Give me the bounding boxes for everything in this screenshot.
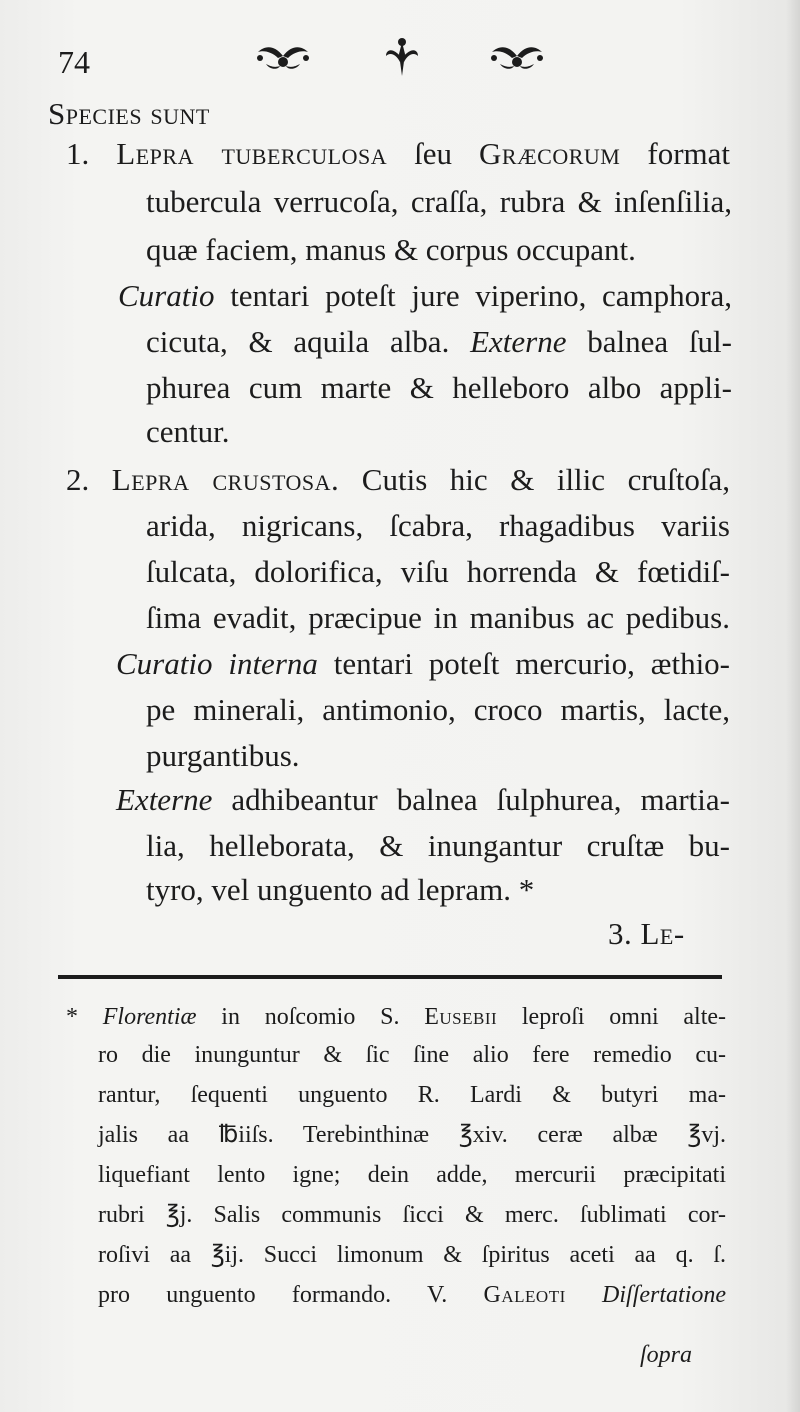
- item1-cure3: phurea cum marte & helleboro albo appli-: [146, 370, 732, 405]
- footnote-work: Diſſertatione: [602, 1282, 727, 1308]
- footnote-line2: ro die inunguntur & ſic ſine alio fere remedio cu-: [98, 1042, 726, 1068]
- footnote-line4: jalis aa ℔iiſs. Terebinthinæ ℥xiv. ceræ albæ ℥vj.: [98, 1122, 726, 1148]
- species-heading: Species ſunt: [48, 96, 210, 131]
- footnote-saint: Eusebii: [424, 1004, 498, 1030]
- item1-line2: tubercula verrucoſa, craſſa, rubra & inſenſilia,: [146, 184, 732, 219]
- footnote-l8a: pro unguento formando. V.: [98, 1282, 448, 1308]
- footnote-last-word: ſopra: [640, 1342, 693, 1368]
- item1-alt-name: Græcorum: [479, 136, 621, 171]
- item1-ext-label: Externe: [470, 324, 567, 359]
- fleuron-center-icon: [382, 36, 422, 78]
- page-number: 74: [58, 44, 90, 80]
- item2-cure1-rest: tentari poteſt mercurio, æthio-: [333, 646, 731, 681]
- item2-ext1-rest: adhibeantur balnea ſulphurea, martia-: [231, 782, 730, 817]
- footnote-line3: rantur, ſequenti unguento R. Lardi & butyri ma-: [98, 1082, 726, 1108]
- item2-ext1: [116, 782, 730, 818]
- footnote-l1a: in noſcomio S.: [221, 1004, 400, 1030]
- footnote-line7: roſivi aa ℥ij. Succi limonum & ſpiritus aceti aa q. ſ.: [98, 1242, 726, 1268]
- footnote-author: Galeoti: [483, 1282, 566, 1308]
- item2-line4: ſima evadit, præcipue in manibus ac pedibus.: [146, 600, 730, 635]
- item1-number: 1.: [66, 136, 90, 171]
- item1-name: Lepra tuberculosa: [116, 136, 388, 171]
- item2-line1: [66, 462, 730, 498]
- item2-line2: arida, nigricans, ſcabra, rhagadibus variis: [146, 508, 730, 543]
- item1-line1-rest: format: [647, 136, 731, 171]
- item1-line3: quæ faciem, manus & corpus occupant.: [146, 232, 636, 267]
- item2-line3: ſulcata, dolorifica, viſu horrenda & fœtidiſ-: [146, 554, 730, 589]
- footnote-marker: *: [66, 1004, 78, 1030]
- footnote-line5: liquefiant lento igne; dein adde, mercurii præcipitati: [98, 1162, 726, 1188]
- footnote-line8: [98, 1280, 726, 1310]
- item2-ext-label: Externe: [116, 782, 213, 817]
- footnote-rule: [58, 975, 722, 979]
- footnote-line6: rubri ℥j. Salis communis ſicci & merc. ſublimati cor-: [98, 1202, 726, 1228]
- page-edge-shadow: [786, 0, 800, 1412]
- footnote-l1b: leproſi omni alte-: [521, 1004, 727, 1030]
- item1-cure2-rest: balnea ſul-: [587, 324, 732, 359]
- item2-cure3: purgantibus.: [146, 738, 300, 773]
- footnote-line1: [66, 1002, 726, 1032]
- fleuron-right-icon: [486, 36, 548, 76]
- item2-cure-label: Curatio interna: [116, 646, 318, 681]
- item1-cure2-text: cicuta, & aquila alba.: [146, 324, 450, 359]
- item2-name: Lepra crustosa.: [111, 462, 340, 497]
- item1-line1: [66, 136, 730, 172]
- item2-ext3: tyro, vel unguento ad lepram. *: [146, 872, 535, 907]
- item2-ext2: lia, helleborata, & inungantur cruſtæ bu-: [146, 828, 730, 863]
- item1-cure-label: Curatio: [118, 278, 215, 313]
- catchword: 3. Le-: [608, 916, 685, 951]
- item2-line1-rest: Cutis hic & illic cruſtoſa,: [361, 462, 731, 497]
- item1-cure1: [118, 278, 732, 314]
- item1-cure2: [146, 324, 732, 360]
- item1-cure1-rest: tentari poteſt jure viperino, camphora,: [230, 278, 733, 313]
- item1-cure4: centur.: [146, 414, 230, 449]
- item2-number: 2.: [66, 462, 90, 497]
- footnote-place: Florentiæ: [102, 1004, 197, 1030]
- item2-cure2: pe minerali, antimonio, croco martis, lacte,: [146, 692, 730, 727]
- fleuron-left-icon: [252, 36, 314, 76]
- item2-cure1: [116, 646, 730, 682]
- item1-conj: ſeu: [414, 136, 453, 171]
